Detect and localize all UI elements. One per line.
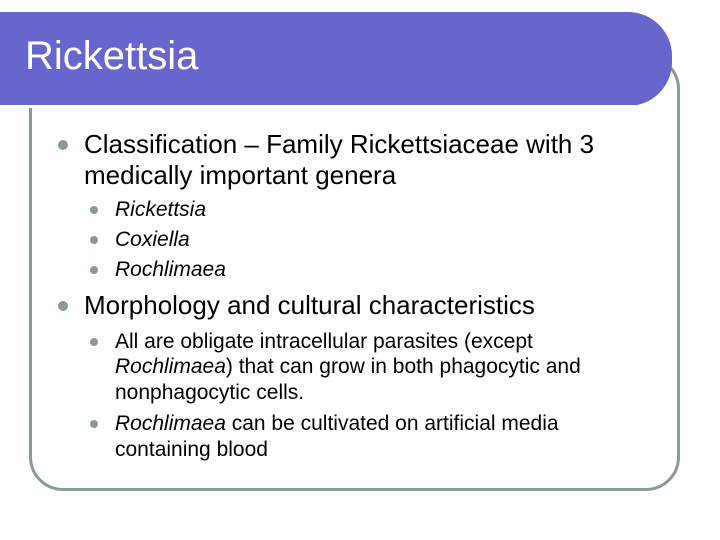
cultivation-line1-rest: can be cultivated on artificial media <box>225 412 559 435</box>
parasites-line2-rest: ) that can grow in both phagocytic and <box>225 355 581 378</box>
parasites-line1: All are obligate intracellular parasites (except <box>115 330 533 353</box>
parasites-line2 <box>115 353 581 381</box>
parasites-line3: nonphagocytic cells. <box>115 381 305 404</box>
slide-title: Rickettsia <box>25 34 199 78</box>
bullet-classification-line1: Classification – Family Rickettsiaceae with 3 <box>84 129 595 159</box>
bullet-marker <box>58 301 68 311</box>
cultivation-line1-italic: Rochlimaea <box>115 412 226 435</box>
sub-bullet-marker <box>90 266 98 274</box>
cultivation-line1 <box>115 410 559 438</box>
cultivation-line2: containing blood <box>115 438 268 461</box>
genus-coxiella: Coxiella <box>115 228 190 251</box>
sub-bullet-marker <box>90 338 98 346</box>
bullet-morphology: Morphology and cultural characteristics <box>84 290 535 320</box>
sub-bullet-marker <box>90 236 98 244</box>
sub-bullet-marker <box>90 206 98 214</box>
bullet-classification-line2: medically important genera <box>84 160 397 190</box>
bullet-marker <box>58 140 68 150</box>
sub-bullet-marker <box>90 420 98 428</box>
genus-rickettsia: Rickettsia <box>115 198 207 221</box>
genus-rochlimaea: Rochlimaea <box>115 258 226 281</box>
parasites-line2-italic: Rochlimaea <box>115 355 226 378</box>
